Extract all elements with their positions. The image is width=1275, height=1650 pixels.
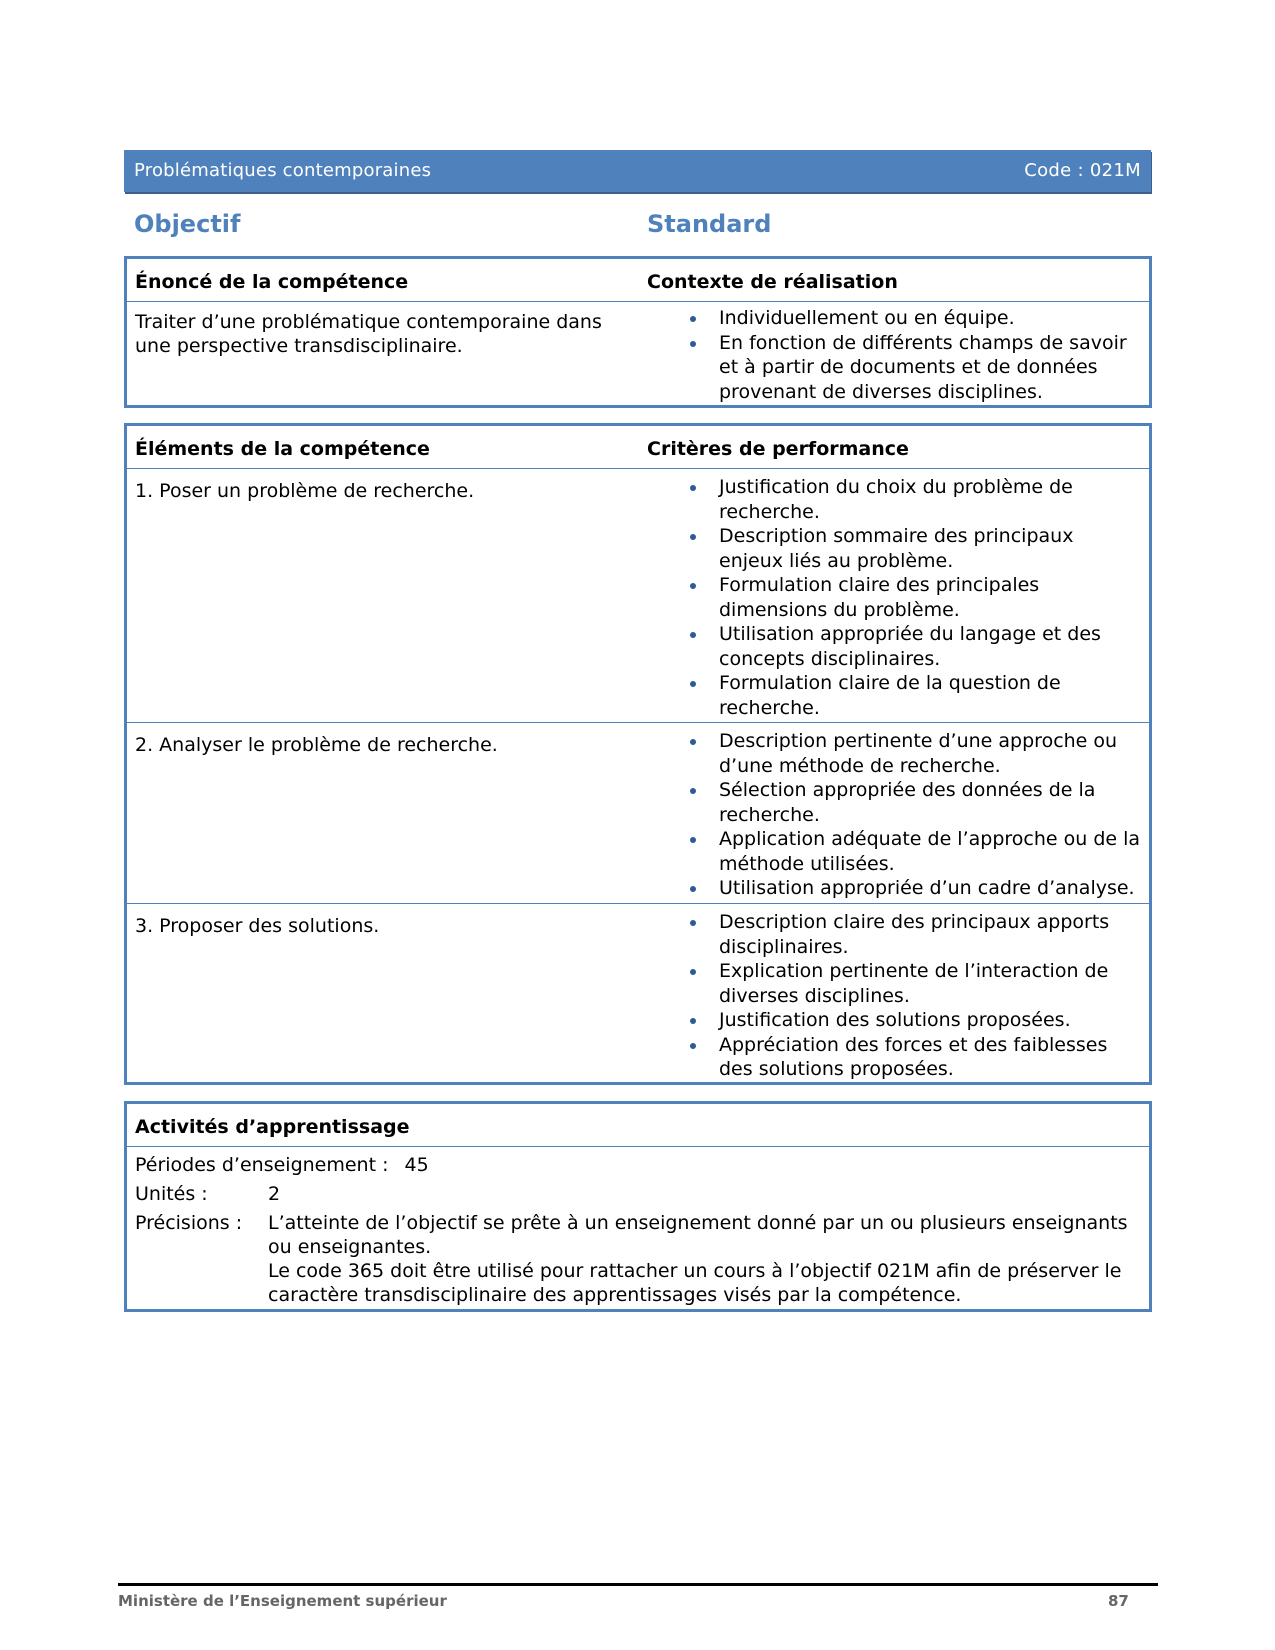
periodes-line [135, 1153, 1141, 1177]
activites-body [127, 1147, 1149, 1317]
list-item: Explication pertinente de l’interaction de diverses disciplines. [685, 959, 1141, 1008]
list-item: Formulation claire des principales dimensions du problème. [685, 573, 1141, 622]
list-item: Description pertinente d’une approche ou d’une méthode de recherche. [685, 729, 1141, 778]
list-item: Justification du choix du problème de recherche. [685, 475, 1141, 524]
course-title: Problématiques contemporaines [134, 160, 432, 181]
element-text: 1. Poser un problème de recherche. [135, 480, 475, 502]
list-item: Individuellement ou en équipe. [685, 306, 1141, 331]
list-item: Utilisation appropriée du langage et des concepts disciplinaires. [685, 622, 1141, 671]
precisions-text-2: Le code 365 doit être utilisé pour rattacher un cours à l’objectif 021M afin de préserver le caractère transdisciplinaire des apprentissages visés par la compétence. [268, 1260, 1122, 1306]
competence-row [127, 302, 1149, 408]
periodes-label: Périodes d’enseignement : [135, 1154, 389, 1176]
bullet-icon [690, 632, 696, 638]
list-item: Application adéquate de l’approche ou de la méthode utilisées. [685, 827, 1141, 876]
activites-heading: Activités d’apprentissage [135, 1116, 410, 1138]
enonce-text: Traiter d’une problématique contemporaine dans une perspective transdisciplinaire. [135, 311, 602, 357]
unites-label: Unités : [135, 1183, 208, 1205]
contexte-list [685, 306, 1141, 404]
elements-heading: Éléments de la compétence [135, 438, 430, 460]
course-code: Code : 021M [1024, 160, 1141, 181]
bullet-icon [690, 534, 696, 540]
periodes-value: 45 [404, 1154, 429, 1176]
elements-box [124, 423, 1152, 1085]
section-standard: Standard [647, 210, 772, 238]
bullet-icon [690, 485, 696, 491]
criteria-list [685, 910, 1141, 1082]
list-item: Description claire des principaux apports disciplinaires. [685, 910, 1141, 959]
footer-ministry: Ministère de l’Enseignement supérieur [118, 1592, 447, 1610]
bullet-icon [690, 1018, 696, 1024]
activites-box [124, 1101, 1152, 1312]
table-row [127, 723, 1149, 904]
page-number: 87 [1108, 1592, 1129, 1610]
element-text: 3. Proposer des solutions. [135, 915, 380, 937]
list-item: Utilisation appropriée d’un cadre d’analyse. [685, 876, 1141, 901]
section-objectif: Objectif [134, 210, 241, 238]
bullet-icon [690, 341, 696, 347]
precisions-line [135, 1211, 1141, 1307]
activites-box-header [127, 1104, 1149, 1147]
list-item: Sélection appropriée des données de la recherche. [685, 778, 1141, 827]
table-row [127, 469, 1149, 723]
bullet-icon [690, 1043, 696, 1049]
bullet-icon [690, 969, 696, 975]
list-item: Appréciation des forces et des faiblesses des solutions proposées. [685, 1033, 1141, 1082]
bullet-icon [690, 739, 696, 745]
list-item: Justification des solutions proposées. [685, 1008, 1141, 1033]
title-bar [124, 150, 1151, 192]
competence-box [124, 256, 1152, 408]
bullet-icon [690, 788, 696, 794]
bullet-icon [690, 583, 696, 589]
footer-divider [118, 1583, 1158, 1586]
unites-line [135, 1182, 1141, 1206]
list-item: Formulation claire de la question de recherche. [685, 671, 1141, 720]
contexte-heading: Contexte de réalisation [647, 271, 898, 293]
bullet-icon [690, 920, 696, 926]
list-item: En fonction de différents champs de savoir et à partir de documents et de données provenant de diverses disciplines. [685, 331, 1141, 405]
unites-value: 2 [268, 1183, 281, 1205]
elements-box-header [127, 426, 1149, 469]
competence-box-header [127, 259, 1149, 302]
bullet-icon [690, 681, 696, 687]
bullet-icon [690, 837, 696, 843]
criteria-list [685, 729, 1141, 901]
enonce-heading: Énoncé de la compétence [135, 271, 409, 293]
table-row [127, 904, 1149, 1082]
precisions-label: Précisions : [135, 1212, 243, 1234]
criteria-list [685, 475, 1141, 720]
element-text: 2. Analyser le problème de recherche. [135, 734, 498, 756]
criteres-heading: Critères de performance [647, 438, 909, 460]
list-item: Description sommaire des principaux enjeux liés au problème. [685, 524, 1141, 573]
bullet-icon [690, 886, 696, 892]
bullet-icon [690, 316, 696, 322]
precisions-text-1: L’atteinte de l’objectif se prête à un enseignement donné par un ou plusieurs enseignants ou enseignantes. [268, 1212, 1128, 1258]
